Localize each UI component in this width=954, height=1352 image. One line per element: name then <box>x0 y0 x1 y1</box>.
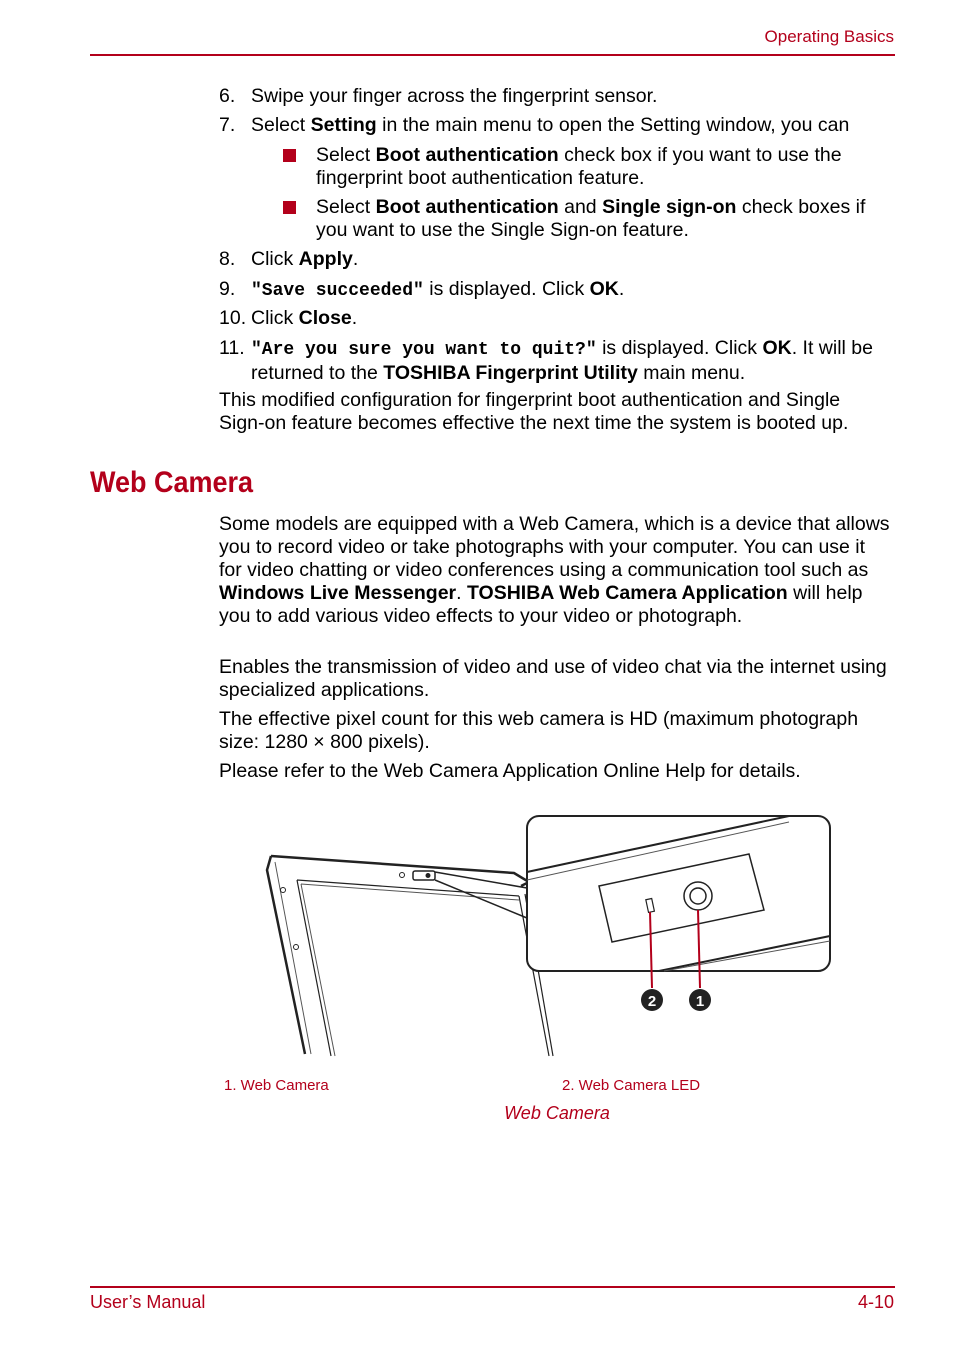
mic-hole-icon <box>400 873 405 878</box>
figure-label-web-camera: 1. Web Camera <box>224 1077 329 1094</box>
bullet-square-icon <box>283 149 296 162</box>
footer-rule <box>90 1286 895 1288</box>
callout-1-text: 1 <box>695 993 705 1010</box>
summary-paragraph: This modified configuration for fingerprint boot authentication and Single Sign-on feature becomes effective the next time the system is booted up. <box>219 389 849 434</box>
webcam-intro-paragraph: Some models are equipped with a Web Camera, which is a device that allows you to record video or take photographs with your computer. You can use it for video chatting or video conferences using a communication tool such as Windows Live Messenger. TOSHIBA Web Camera Application will help you to add various video effects to your video or photograph. <box>219 513 890 627</box>
screen-inner-edge <box>301 884 519 1056</box>
callout-2-badge <box>641 989 663 1011</box>
webcam-pixel-count-paragraph: The effective pixel count for this web camera is HD (maximum photograph size: 1280 × 800 pixels). <box>219 708 859 753</box>
step-text: Click Close. <box>251 307 358 329</box>
web-camera-illustration <box>219 810 859 1070</box>
step-number: 10. <box>219 307 247 329</box>
step-number: 6. <box>219 85 236 107</box>
step-number: 11. <box>219 337 245 359</box>
bullet-text: Select Boot authentication check box if you want to use the fingerprint boot authentication feature. <box>316 144 842 189</box>
footer-page-number: 4-10 <box>857 1292 894 1312</box>
callout-2-text: 2 <box>647 993 657 1010</box>
header-rule <box>90 54 895 56</box>
bullet-text: Select Boot authentication and Single sign-on check boxes if you want to use the Single Sign-on feature. <box>316 196 866 241</box>
figure-caption: Web Camera <box>504 1103 610 1123</box>
step-text: "Are you sure you want to quit?" is displayed. Click OK. It will be returned to the TOSHIBA Fingerprint Utility main menu. <box>251 337 873 384</box>
step-text: Select Setting in the main menu to open the Setting window, you can <box>251 114 850 136</box>
callout-1-badge <box>689 989 711 1011</box>
screw-middle-icon <box>294 945 299 950</box>
section-heading: Web Camera <box>90 466 254 499</box>
step-number: 9. <box>219 278 236 300</box>
bezel-outer-outline <box>267 856 529 1054</box>
webcam-video-chat-paragraph: Enables the transmission of video and use of video chat via the internet using specialized applications. <box>219 656 887 701</box>
figure-label-web-camera-led: 2. Web Camera LED <box>562 1077 701 1094</box>
step-text: Click Apply. <box>251 248 359 270</box>
step-number: 8. <box>219 248 236 270</box>
webcam-help-paragraph: Please refer to the Web Camera Application Online Help for details. <box>219 760 801 782</box>
step-text: "Save succeeded" is displayed. Click OK. <box>251 278 625 301</box>
footer-manual-name: User’s Manual <box>90 1292 206 1312</box>
bullet-square-icon <box>283 201 296 214</box>
screw-top-icon <box>281 888 286 893</box>
camera-lens-small-icon <box>426 873 431 878</box>
step-text: Swipe your finger across the fingerprint sensor. <box>251 85 658 107</box>
screen-inner-outline <box>297 880 519 1056</box>
running-header: Operating Basics <box>764 27 894 46</box>
step-number: 7. <box>219 114 236 136</box>
camera-module-small <box>413 871 435 880</box>
